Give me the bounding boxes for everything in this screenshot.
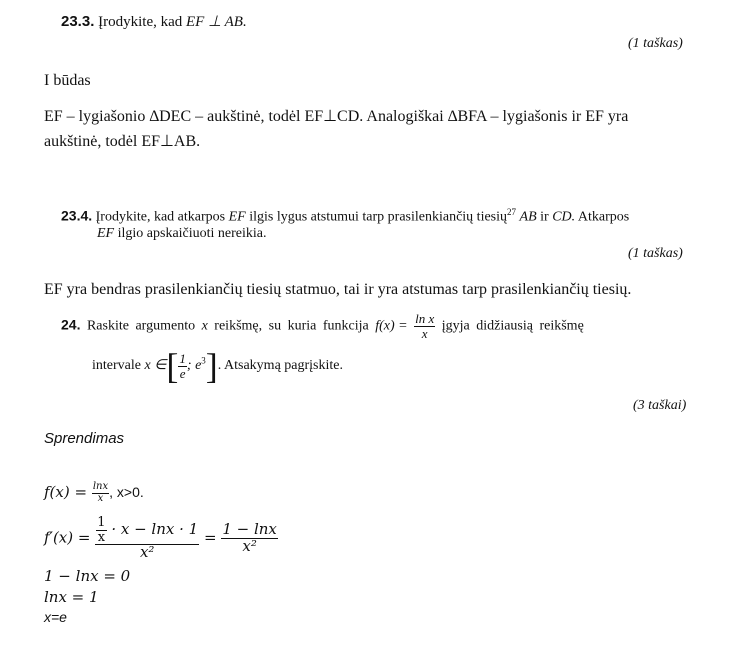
function-lhs: f(x) = [375,318,408,334]
problem-text: . Atsakymą pagrįskite. [217,358,343,374]
points-label: (3 taškai) [633,398,687,413]
problem-text: Įrodykite, kad [98,14,183,30]
function-definition [44,482,144,504]
exponent: 3 [201,355,206,366]
solution-heading: Sprendimas [44,430,125,447]
problem-number: 23.4. [61,207,93,224]
variable-x: x [201,318,208,334]
fraction-numerator: lnx [92,481,109,492]
equation-line-1: 1 − lnx = 0 [44,567,131,585]
problem-text: ilgio apskaičiuoti nereikia. [117,226,267,241]
definition-fraction [92,482,109,504]
method-text-line-1: EF – lygiašonio ∆DEC – aukštinė, todėl EF⊥CD. Analogiškai ∆BFA – lygiašonis ir EF yra [44,108,629,125]
line-cd: CD. [552,209,576,225]
interval-x: x ∈ [144,358,167,374]
interval-fraction [178,352,187,380]
fraction-numerator: ln x [415,311,435,326]
answer-text: EF yra bendras prasilenkiančių tiesių statmuo, tai ir yra atstumas tarp prasilenkiančių tiesių. [44,281,632,298]
fraction-denominator: x² [242,537,257,556]
equation-line-3: x=e [44,609,67,625]
footnote-mark: 27 [507,207,517,217]
fraction-denominator: e [179,365,186,381]
fraction-denominator: x [97,529,106,545]
problem-23-3 [61,12,247,31]
points-label: (1 taškas) [628,246,683,261]
problem-24-line-2 [92,348,343,384]
line-ab: AB [519,209,537,225]
numerator-rest: · x − lnx · 1 [111,520,199,539]
problem-24-line-1 [61,312,584,340]
problem-text: įgyja didžiausią reikšmę [441,318,584,334]
derivative-fraction [95,516,199,561]
problem-23-4-line-1 [61,207,629,226]
fraction-numerator [95,516,199,545]
points-label: (1 taškas) [628,36,683,51]
problem-text: ilgis lygus atstumui tarp prasilenkiančių tiesių [249,209,508,225]
method-text-line-2: aukštinė, todėl EF⊥AB. [44,133,201,150]
function-fraction [414,312,435,340]
left-bracket-icon: [ [166,346,179,386]
segment-ef: EF [228,209,246,225]
fraction-denominator: x [97,492,104,504]
fraction-denominator: x [421,325,428,341]
problem-text: Atkarpos [577,209,630,225]
problem-number: 23.3. [61,13,95,30]
problem-formula: EF ⊥ AB. [186,14,247,30]
domain-condition: , x>0. [109,484,144,500]
problem-text: intervale [92,358,141,374]
interval-separator: ; e [186,358,202,374]
lhs: f′(x) = [44,528,91,547]
problem-text: Raskite argumento [86,318,196,334]
method-heading: I būdas [44,72,91,89]
problem-text: ir [540,209,549,225]
simplified-fraction [221,522,278,555]
fraction-numerator: 1 [97,515,106,530]
equation-line-2: lnx = 1 [44,588,99,606]
fraction-numerator: 1 − lnx [222,520,277,539]
derivative-line [44,516,278,561]
problem-23-4-line-2 [97,226,267,242]
problem-text: Įrodykite, kad atkarpos [95,209,226,225]
problem-text: reikšmę, su kuria funkcija [214,318,369,334]
problem-number: 24. [61,316,81,333]
equals-sign: = [203,528,217,547]
right-bracket-icon: ] [205,346,218,386]
fraction-numerator: 1 [179,350,186,366]
fraction-denominator: x² [139,543,155,562]
segment-ef: EF [97,226,115,241]
lhs: f(x) = [44,483,88,501]
inner-fraction [96,516,106,544]
